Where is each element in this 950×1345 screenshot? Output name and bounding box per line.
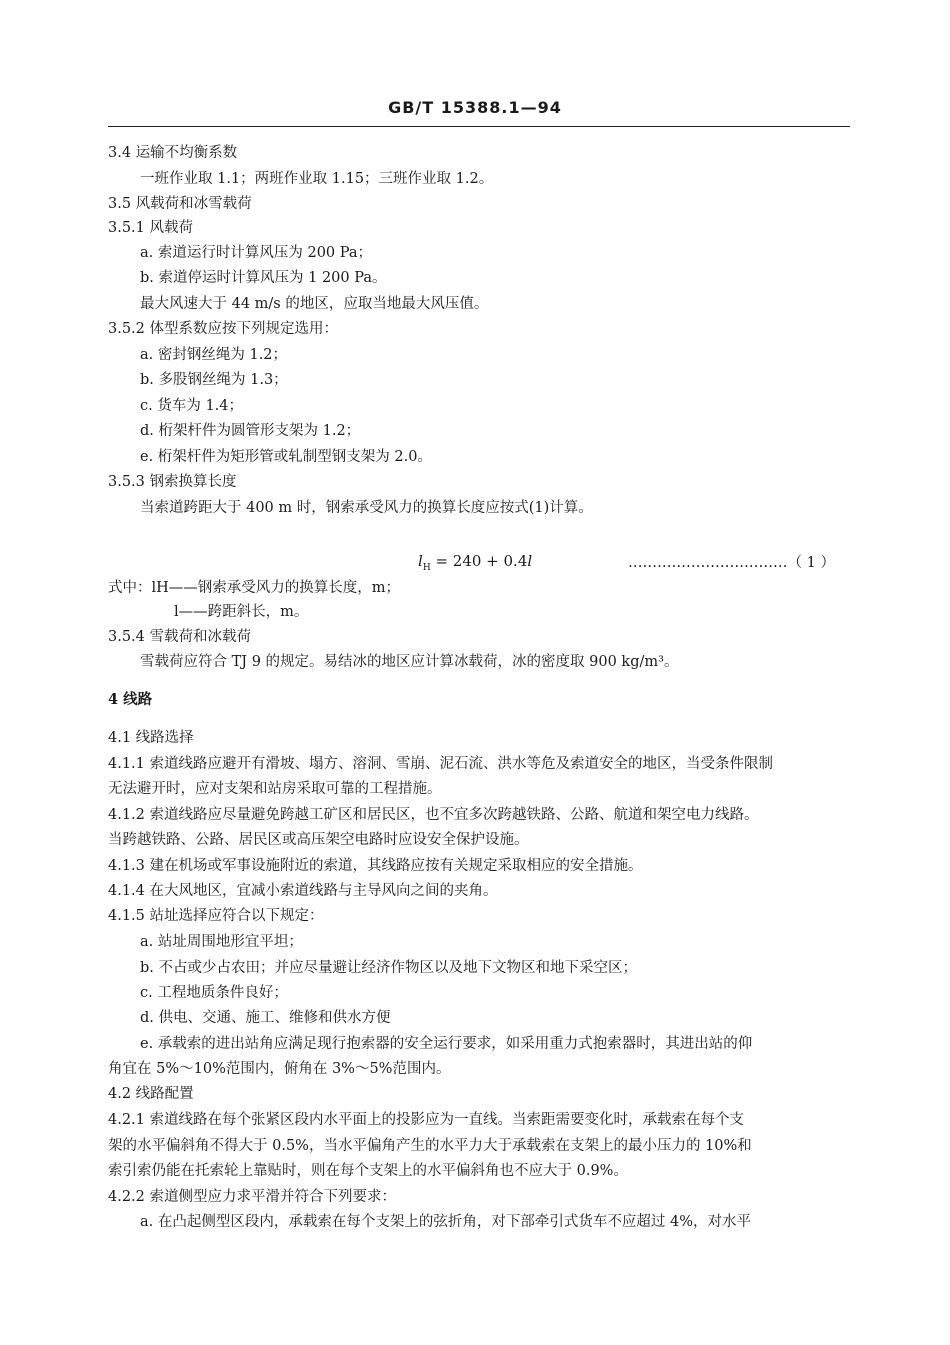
list-item-a: a. 密封钢丝绳为 1.2； bbox=[140, 347, 288, 363]
list-item-c: c. 工程地质条件良好； bbox=[140, 985, 288, 1001]
formula-rhs: = 240 + 0.4 bbox=[430, 552, 528, 570]
list-item-a: a. 在凸起侧型区段内，承载索在每个支架上的弦折角，对下部牵引式货车不应超过 4%，对水平 bbox=[140, 1214, 751, 1230]
section-3-5-1-heading: 3.5.1 风载荷 bbox=[108, 220, 194, 236]
list-item-e: e. 承载索的进出站角应满足现行抱索器的安全运行要求，如采用重力式抱索器时，其进出站的仰 bbox=[140, 1036, 753, 1052]
section-3-5-3-heading: 3.5.3 钢索换算长度 bbox=[108, 474, 237, 490]
list-item-c: c. 货车为 1.4； bbox=[140, 398, 244, 414]
section-3-4-heading: 3.4 运输不均衡系数 bbox=[108, 145, 238, 161]
list-item-d: d. 供电、交通、施工、维修和供水方便 bbox=[140, 1010, 391, 1026]
section-4-1-5-heading: 4.1.5 站址选择应符合以下规定： bbox=[108, 908, 324, 924]
section-4-2-2-heading: 4.2.2 索道侧型应力求平滑并符合下列要求： bbox=[108, 1189, 397, 1205]
section-3-5-heading: 3.5 风载荷和冰雪载荷 bbox=[108, 196, 252, 212]
formula-number: ……………………………（ 1 ） bbox=[628, 555, 835, 571]
list-item-d: d. 桁架杆件为圆管形支架为 1.2； bbox=[140, 423, 361, 439]
paragraph-line: 4.1.4 在大风地区，宜减小索道线路与主导风向之间的夹角。 bbox=[108, 883, 498, 899]
paragraph-line: 架的水平偏斜角不得大于 0.5%，当水平偏角产生的水平力大于承载索在支架上的最小压力的 10%和 bbox=[108, 1138, 752, 1154]
section-4-1-heading: 4.1 线路选择 bbox=[108, 730, 194, 746]
formula-rhs-var: l bbox=[527, 552, 533, 570]
paragraph-line: 当跨越铁路、公路、居民区或高压架空电路时应设安全保护设施。 bbox=[108, 832, 529, 848]
list-item-b: b. 多股钢丝绳为 1.3； bbox=[140, 372, 288, 388]
paragraph-line: 4.2.1 索道线路在每个张紧区段内水平面上的投影应为一直线。当索距需要变化时，承载索在每个支 bbox=[108, 1112, 744, 1128]
paragraph-line: 一班作业取 1.1；两班作业取 1.15；三班作业取 1.2。 bbox=[140, 171, 494, 187]
standard-code-header: GB/T 15388.1—94 bbox=[388, 98, 562, 117]
list-item-b: b. 不占或少占农田；并应尽量避让经济作物区以及地下文物区和地下采空区； bbox=[140, 960, 637, 976]
list-item-e: e. 桁架杆件为矩形管或轧制型钢支架为 2.0。 bbox=[140, 449, 432, 465]
paragraph-line: 当索道跨距大于 400 m 时，钢索承受风力的换算长度应按式(1)计算。 bbox=[140, 500, 593, 516]
list-item-a: a. 索道运行时计算风压为 200 Pa； bbox=[140, 245, 373, 261]
formula-1 bbox=[418, 551, 532, 578]
paragraph-line: 4.1.3 建在机场或军事设施附近的索道，其线路应按有关规定采取相应的安全措施。 bbox=[108, 858, 643, 874]
paragraph-line: 角宜在 5%～10%范围内，俯角在 3%～5%范围内。 bbox=[108, 1061, 451, 1077]
paragraph-line: 4.1.1 索道线路应避开有滑坡、塌方、溶洞、雪崩、泥石流、洪水等危及索道安全的地区，当受条件限制 bbox=[108, 756, 773, 772]
paragraph-line: 无法避开时，应对支架和站房采取可靠的工程措施。 bbox=[108, 781, 442, 797]
list-item-b: b. 索道停运时计算风压为 1 200 Pa。 bbox=[140, 270, 387, 286]
section-3-5-4-heading: 3.5.4 雪载荷和冰载荷 bbox=[108, 629, 252, 645]
paragraph-line: 最大风速大于 44 m/s 的地区，应取当地最大风压值。 bbox=[140, 296, 489, 312]
chapter-4-heading: 4 线路 bbox=[108, 691, 153, 708]
paragraph-line: 索引索仍能在托索轮上靠贴时，则在每个支架上的水平偏斜角也不应大于 0.9%。 bbox=[108, 1163, 628, 1179]
header-rule bbox=[108, 126, 850, 127]
list-item-a: a. 站址周围地形宜平坦； bbox=[140, 934, 303, 950]
paragraph-line: 4.1.2 索道线路应尽量避免跨越工矿区和居民区，也不宜多次跨越铁路、公路、航道和架空电力线路。 bbox=[108, 807, 759, 823]
formula-legend-line: l——跨距斜长，m。 bbox=[174, 604, 309, 620]
paragraph-line: 雪载荷应符合 TJ 9 的规定。易结冰的地区应计算冰载荷，冰的密度取 900 kg/m³。 bbox=[140, 654, 679, 670]
formula-legend-line: 式中：lH——钢索承受风力的换算长度，m； bbox=[108, 580, 401, 596]
formula-lhs-sub: H bbox=[422, 563, 431, 573]
formula-lhs-var: l bbox=[418, 552, 423, 570]
section-4-2-heading: 4.2 线路配置 bbox=[108, 1086, 194, 1102]
section-3-5-2-heading: 3.5.2 体型系数应按下列规定选用： bbox=[108, 321, 339, 337]
